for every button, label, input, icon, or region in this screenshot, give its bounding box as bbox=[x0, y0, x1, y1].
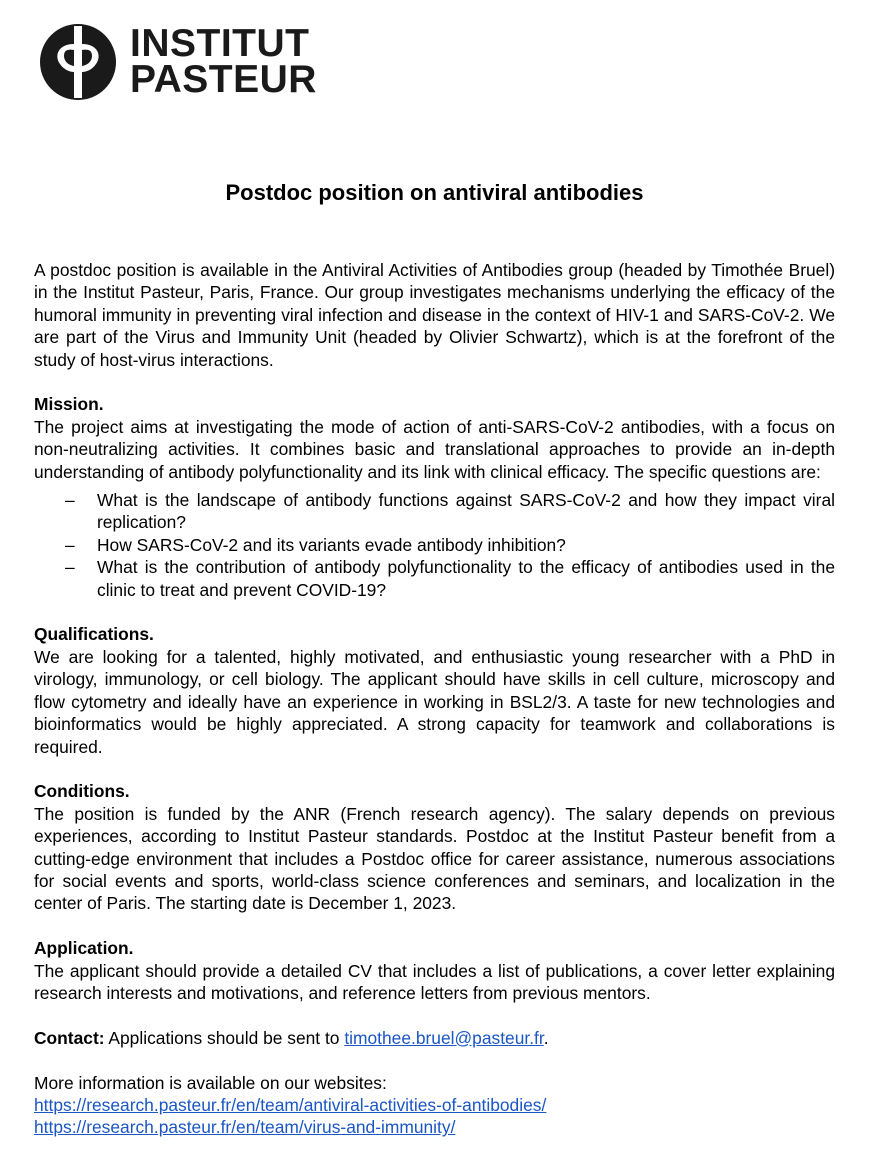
qualifications-heading: Qualifications. bbox=[34, 624, 154, 645]
page-title: Postdoc position on antiviral antibodies bbox=[225, 180, 644, 205]
list-item-text: What is the contribution of antibody polyfunctionality to the efficacy of antibodies used in the clinic to treat and prevent COVID-19? bbox=[97, 557, 835, 600]
list-item bbox=[34, 489, 835, 534]
contact-suffix: . bbox=[543, 1027, 549, 1048]
intro-paragraph: A postdoc position is available in the Antiviral Activities of Antibodies group (headed by Timothée Bruel) in the Institut Pasteur, Paris, France. Our group investigates mechanisms underlying the efficacy of the humoral immunity in preventing viral infection and disease in the context of HIV-1 and SARS-CoV-2. We are part of the Virus and Immunity Unit (headed by Olivier Schwartz), which is at the forefront of the study of host-virus interactions. bbox=[34, 260, 835, 370]
logo-line-1: INSTITUT bbox=[130, 22, 310, 65]
list-item-text: What is the landscape of antibody functions against SARS-CoV-2 and how they impact viral replication? bbox=[97, 490, 835, 533]
team-website-link[interactable]: https://research.pasteur.fr/en/team/antiviral-activities-of-antibodies/ bbox=[34, 1094, 547, 1115]
conditions-paragraph: The position is funded by the ANR (French research agency). The salary depends on previous experiences, according to Institut Pasteur standards. Postdoc at the Institut Pasteur benefit from a cutting-edge environment that includes a Postdoc office for career assistance, numerous associations for social events and sports, world-class science conferences and seminars, and localization in the center of Paris. The starting date is December 1, 2023. bbox=[34, 803, 835, 914]
dash-bullet: – bbox=[65, 534, 75, 555]
pasteur-emblem-icon bbox=[38, 22, 118, 102]
dash-bullet: – bbox=[65, 490, 75, 511]
conditions-heading: Conditions. bbox=[34, 781, 130, 802]
logo-line-2: PASTEUR bbox=[130, 58, 317, 101]
unit-website-link[interactable]: https://research.pasteur.fr/en/team/virus-and-immunity/ bbox=[34, 1117, 456, 1138]
more-info-text: More information is available on our websites: bbox=[34, 1072, 387, 1093]
contact-email-link[interactable]: timothee.bruel@pasteur.fr bbox=[344, 1027, 544, 1048]
qualifications-paragraph: We are looking for a talented, highly motivated, and enthusiastic young researcher with a PhD in virology, immunology, or cell biology. The applicant should have skills in cell culture, microscopy and flow cytometry and ideally have an experience in working in BSL2/3. A taste for new technologies and bioinformatics would be highly appreciated. A strong capacity for teamwork and collaborations is required. bbox=[34, 646, 835, 757]
document-body bbox=[34, 259, 835, 1139]
institut-pasteur-logo bbox=[38, 22, 317, 102]
list-item bbox=[34, 556, 835, 601]
contact-text: Applications should be sent to bbox=[104, 1027, 345, 1048]
mission-heading: Mission. bbox=[34, 394, 104, 415]
dash-bullet: – bbox=[65, 557, 75, 578]
contact-line bbox=[34, 1027, 835, 1049]
logo-wordmark bbox=[130, 22, 317, 101]
contact-label: Contact: bbox=[34, 1027, 105, 1048]
application-paragraph: The applicant should provide a detailed CV that includes a list of publications, a cover letter explaining research interests and motivations, and reference letters from previous mentors. bbox=[34, 960, 835, 1003]
list-item-text: How SARS-CoV-2 and its variants evade antibody inhibition? bbox=[97, 534, 566, 555]
list-item bbox=[34, 534, 835, 556]
mission-questions-list bbox=[34, 489, 835, 601]
application-heading: Application. bbox=[34, 938, 134, 959]
mission-paragraph: The project aims at investigating the mode of action of anti-SARS-CoV-2 antibodies, with a focus on non-neutralizing activities. It combines basic and translational approaches to provide an in-depth understanding of antibody polyfunctionality and its link with clinical efficacy. The specific questions are: bbox=[34, 416, 835, 482]
